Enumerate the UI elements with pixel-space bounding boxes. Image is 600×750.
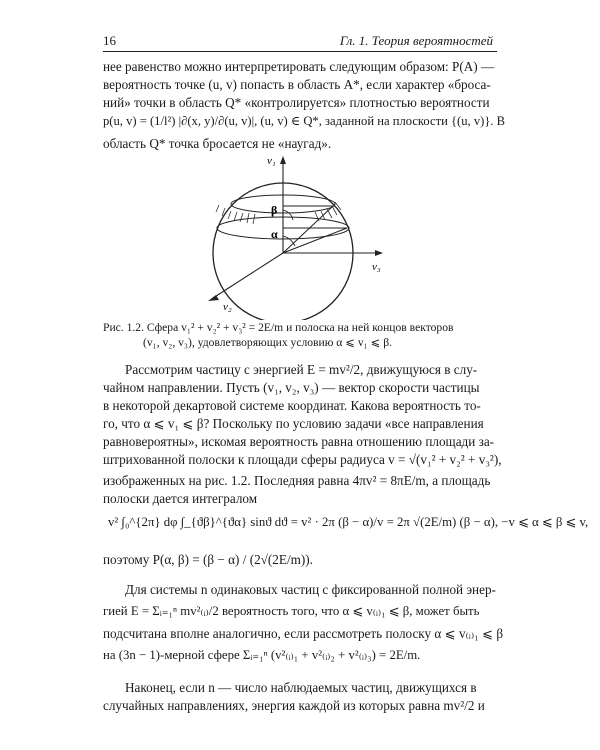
running-title: Гл. 1. Теория вероятностей (339, 33, 493, 48)
label-v1: v₁ (267, 155, 276, 167)
para1-line2: вероятность точке (u, v) попасть в область A*, если характер «броса- (103, 77, 491, 92)
radius-to-alpha (283, 228, 347, 253)
para1-line4-formula: p(u, v) = (1/l²) |∂(x, y)/∂(u, v)|, (u, v) ∈ Q*, заданной на плоскости {(u, v)}. В (103, 114, 506, 128)
para3-line4: на (3n − 1)-мерной сфере Σᵢ₌₁ⁿ (v²₍ᵢ₎₁ + v²₍ᵢ₎₂ + v²₍ᵢ₎₃) = 2E/m. (103, 648, 421, 662)
para3-line1: Для системы n одинаковых частиц с фиксированной полной энер- (125, 582, 496, 597)
page-number: 16 (103, 33, 116, 48)
probability-result: поэтому P(α, β) = (β − α) / (2√(2E/m)). (103, 552, 313, 567)
axis-v2-arrow (208, 295, 219, 301)
axis-v3-arrow (375, 250, 383, 256)
label-beta: β (271, 203, 278, 217)
label-v3: v₃ (372, 261, 381, 273)
para2-line5: равновероятны», искомая вероятность равна отношению площади за- (103, 434, 495, 449)
label-v2: v₂ (223, 301, 232, 313)
para3-line2: гией E = Σᵢ₌₁ⁿ mv²₍ᵢ₎/2 вероятность того, что α ⩽ v₍ᵢ₎₁ ⩽ β, может быть (103, 604, 480, 618)
figure-caption-line2: (v₁, v₂, v₃), удовлетворяющих условию α ⩽ v₁ ⩽ β. (143, 336, 393, 349)
para2-line8: полоски дается интегралом (103, 491, 258, 506)
para2-line2: чайном направлении. Пусть (v₁, v₂, v₃) — вектор скорости частицы (103, 380, 480, 395)
axis-v1-arrow (280, 156, 286, 164)
para3-line3: подсчитана вполне аналогично, если рассмотреть полоску α ⩽ v₍ᵢ₎₁ ⩽ β (103, 626, 504, 641)
para2-line6: штрихованной полоски к площади сферы радиуса v = √(v₁² + v₂² + v₃²), (103, 452, 502, 467)
angle-arc-alpha (283, 236, 295, 246)
axis-v2-line (213, 253, 283, 298)
para1-line5: область Q* точка бросается не «наугад». (103, 136, 332, 151)
para1-line3: ний» точки в область Q* «контролируется» плотностью вероятности (103, 95, 490, 110)
figure-caption-line1: Рис. 1.2. Сфера v₁² + v₂² + v₃² = 2E/m и полоска на ней концов векторов (103, 321, 454, 334)
para4-line2: случайных направлениях, энергия каждой из которых равна mv²/2 и (103, 698, 485, 713)
page-header (103, 33, 497, 52)
para2-line3: в некоторой декартовой системе координат. Какова вероятность то- (103, 398, 481, 413)
para4-line1: Наконец, если n — число наблюдаемых частиц, движущихся в (125, 680, 477, 695)
label-alpha: α (271, 227, 278, 241)
para2-line4: го, что α ⩽ v₁ ⩽ β? Поскольку по условию задачи «все направления (103, 416, 484, 431)
para2-line1: Рассмотрим частицу с энергией E = mv²/2, движущуюся в слу- (125, 362, 478, 377)
para1-line1: нее равенство можно интерпретировать следующим образом: P(A) — (103, 59, 495, 74)
para2-line7: изображенных на рис. 1.2. Последняя равна 4πv² = 8πE/m, а площадь (103, 473, 491, 488)
sphere-figure (195, 150, 415, 320)
angle-arc-beta (283, 210, 293, 220)
integral-formula: v² ∫₀^{2π} dφ ∫_{ϑβ}^{ϑα} sinϑ dϑ = v² · 2π (β − α)/v = 2π √(2E/m) (β − α), −v ⩽ α ⩽ β ⩽ v, (108, 515, 589, 529)
